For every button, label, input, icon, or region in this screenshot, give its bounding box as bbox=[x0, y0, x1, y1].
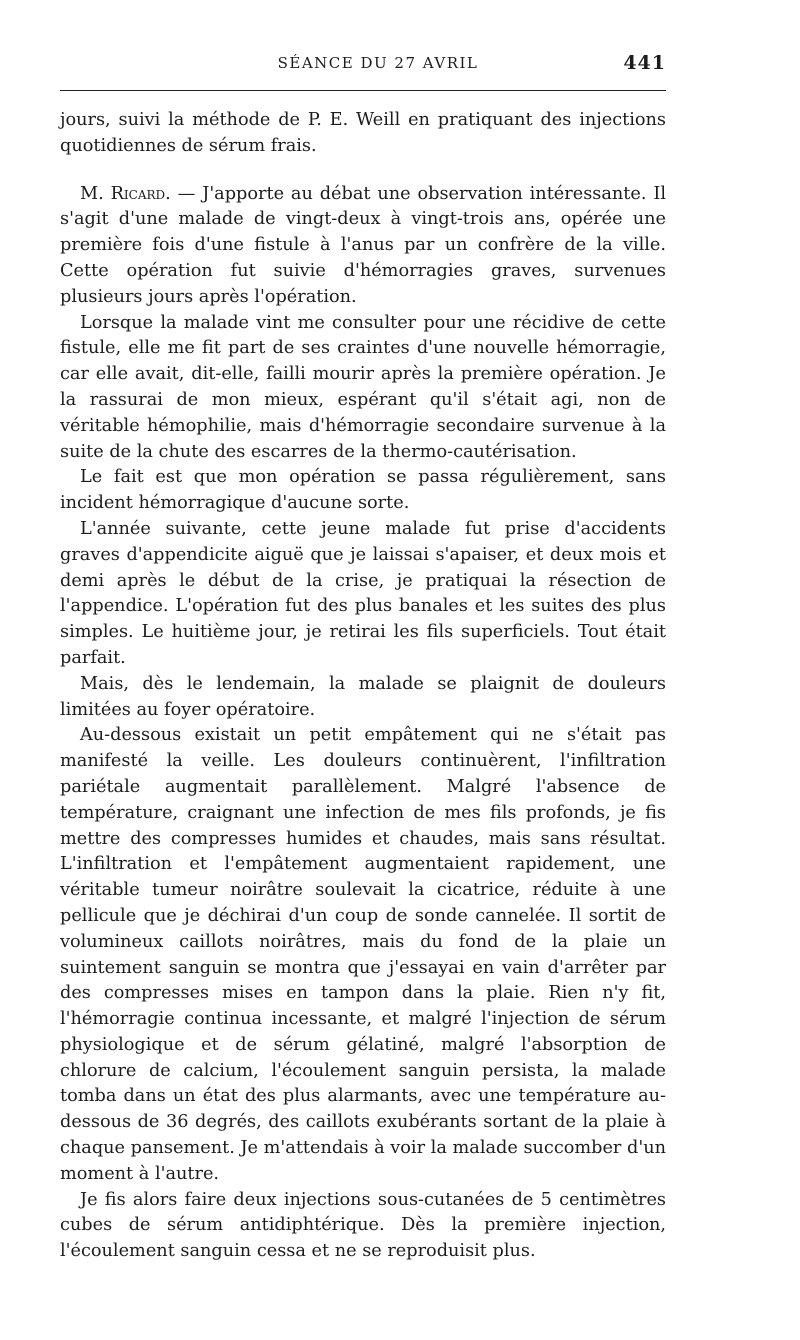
paragraph: Mais, dès le lendemain, la malade se plaignit de douleurs limitées au foyer opératoire. bbox=[60, 673, 666, 720]
paragraph: Lorsque la malade vint me consulter pour une récidive de cette fistule, elle me fit part de ses craintes d'une nouvelle hémorragie, car elle avait, dit-elle, failli mourir après la première opération. Je la rassurai de mon mieux, espérant qu'il s'était agi, non de véritable hémophilie, mais d'hémorragie secondaire survenue à la suite de la chute des escarres de la thermo-cautérisation. bbox=[60, 312, 666, 462]
paragraph: L'année suivante, cette jeune malade fut prise d'accidents graves d'appendicite aiguë que je laissai s'apaiser, et deux mois et demi après le début de la crise, je pratiquai la résection de l'appendice. L'opération fut des plus banales et les suites des plus simples. Le huitième jour, je retirai les fils superficiels. Tout était parfait. bbox=[60, 518, 666, 668]
paragraph: Au-dessous existait un petit empâtement qui ne s'était pas manifesté la veille. Les douleurs continuèrent, l'infiltration pariétale augmentait parallèlement. Malgré l'absence de température, craignant une infection de mes fils profonds, je fis mettre des compresses humides et chaudes, mais sans résultat. L'infiltration et l'empâtement augmentaient rapidement, une véritable tumeur noirâtre soulevait la cicatrice, réduite à une pellicule que je déchirai d'un coup de sonde cannelée. Il sortit de volumineux caillots noirâtres, mais du fond de la plaie un suintement sanguin se montra que j'essayai en vain d'arrêter par des compresses mises en tampon dans la plaie. Rien n'y fit, l'hémorragie continua incessante, et malgré l'injection de sérum physiologique et de sérum gélatiné, malgré l'absorption de chlorure de calcium, l'écoulement sanguin persista, la malade tomba dans un état des plus alarmants, avec une température au-dessous de 36 degrés, des caillots exubérants sortant de la plaie à chaque pansement. Je m'attendais à voir la malade succomber d'un moment à l'autre. bbox=[60, 725, 666, 1184]
running-header bbox=[60, 50, 666, 91]
speaker-intro: — J'apporte au débat une observation intéressante. Il s'agit d'une malade de vingt-deux à vingt-trois ans, opérée une première fois d'une fistule à l'anus par un confrère de la ville. Cette opération fut suivie d'hémorragies graves, survenues plusieurs jours après l'opération. bbox=[60, 183, 667, 307]
section-gap bbox=[60, 160, 666, 182]
running-title: SÉANCE DU 27 AVRIL bbox=[277, 54, 479, 72]
paragraph: Je fis alors faire deux injections sous-cutanées de 5 centimètres cubes de sérum antidiphtérique. Dès la première injection, l'écoulement sanguin cessa et ne se reproduisit plus. bbox=[60, 1189, 666, 1262]
speaker-initial: M. bbox=[80, 183, 111, 204]
body-text bbox=[60, 108, 666, 1265]
speaker-name: Ricard. bbox=[110, 183, 171, 204]
paragraph-continued: jours, suivi la méthode de P. E. Weill en pratiquant des injections quotidiennes de sérum frais. bbox=[60, 110, 666, 156]
page-number: 441 bbox=[623, 52, 666, 74]
paragraph: Le fait est que mon opération se passa régulièrement, sans incident hémorragique d'aucune sorte. bbox=[60, 467, 666, 514]
paragraph-speaker bbox=[60, 182, 666, 311]
